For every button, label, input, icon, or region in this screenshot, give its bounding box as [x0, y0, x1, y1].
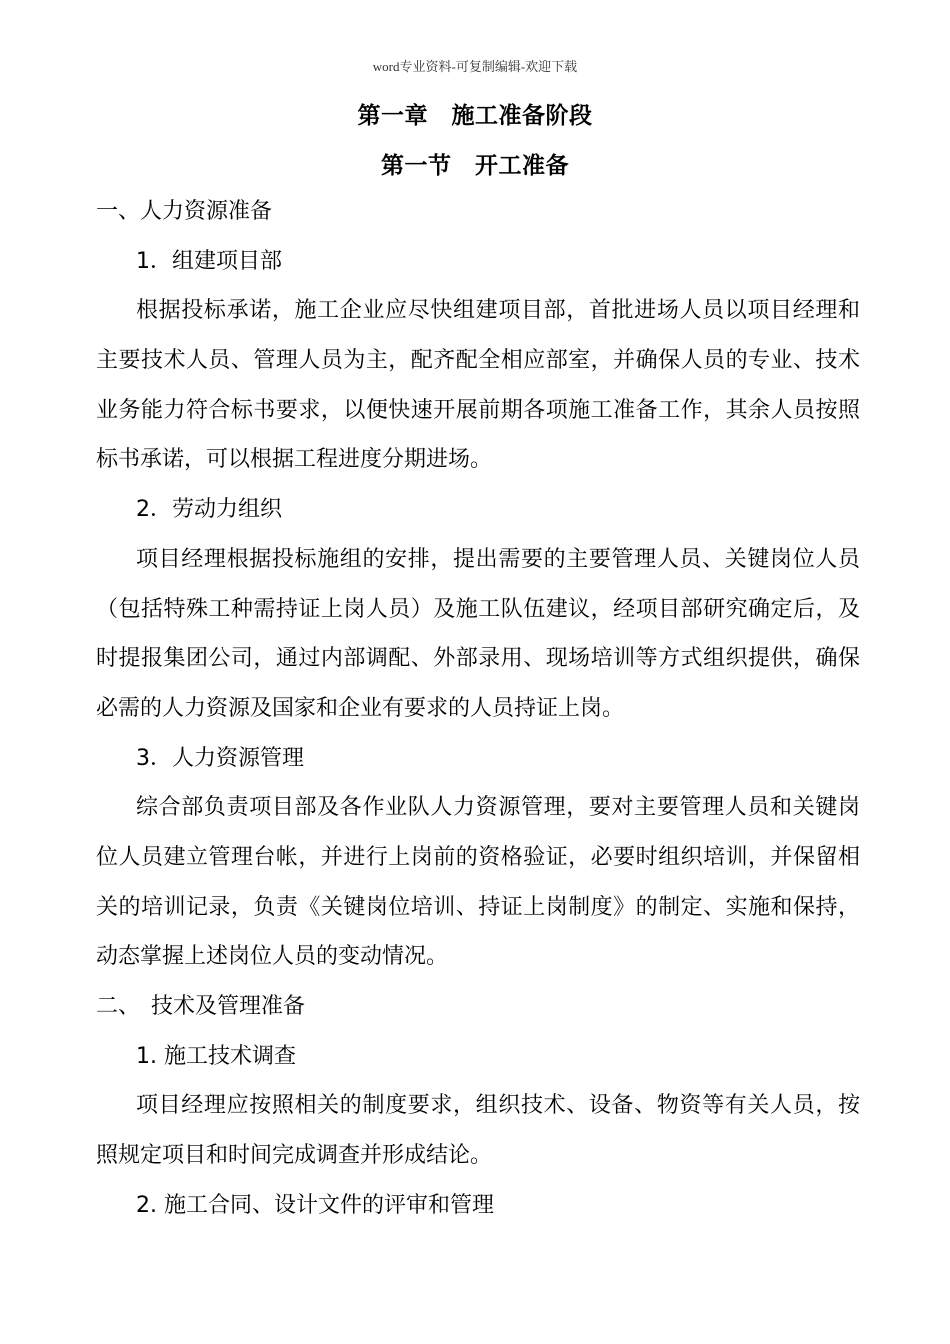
paragraph-1-line: 业务能力符合标书要求，以便快速开展前期各项施工准备工作，其余人员按照 [96, 397, 860, 423]
paragraph-2-line: 必需的人力资源及国家和企业有要求的人员持证上岗。 [96, 695, 625, 721]
paragraph-3-line: 关的培训记录，负责《关键岗位培训、持证上岗制度》的制定、实施和保持， [96, 894, 860, 920]
subheading-2-1: 1. 施工技术调查 [136, 1043, 296, 1069]
paragraph-1-line: 主要技术人员、管理人员为主，配齐配全相应部室，并确保人员的专业、技术 [96, 348, 860, 374]
subheading-2-2: 2. 施工合同、设计文件的评审和管理 [136, 1192, 494, 1218]
paragraph-3-line: 位人员建立管理台帐，并进行上岗前的资格验证，必要时组织培训，并保留相 [96, 844, 860, 870]
paragraph-3-line: 动态掌握上述岗位人员的变动情况。 [96, 944, 449, 970]
paragraph-4-line: 项目经理应按照相关的制度要求，组织技术、设备、物资等有关人员，按 [136, 1093, 860, 1119]
paragraph-3-line: 综合部负责项目部及各作业队人力资源管理，要对主要管理人员和关键岗 [136, 795, 860, 821]
paragraph-1-line: 标书承诺，可以根据工程进度分期进场。 [96, 447, 493, 473]
heading-2: 二、 技术及管理准备 [96, 994, 306, 1019]
heading-1: 一、人力资源准备 [96, 199, 273, 224]
subheading-1-2: 2．劳动力组织 [136, 497, 282, 523]
watermark-header: word专业资料-可复制编辑-欢迎下载 [372, 59, 578, 74]
section-title: 第一节 开工准备 [381, 153, 569, 179]
paragraph-4-line: 照规定项目和时间完成调查并形成结论。 [96, 1143, 493, 1169]
paragraph-2-line: 项目经理根据投标施组的安排，提出需要的主要管理人员、关键岗位人员 [136, 546, 860, 572]
document-body [96, 194, 860, 1237]
chapter-title: 第一章 施工准备阶段 [357, 103, 593, 129]
paragraph-1-line: 根据投标承诺，施工企业应尽快组建项目部，首批进场人员以项目经理和 [136, 298, 860, 324]
paragraph-2-line: （包括特殊工种需持证上岗人员）及施工队伍建议，经项目部研究确定后，及 [96, 596, 860, 622]
subheading-1-1: 1．组建项目部 [136, 248, 282, 274]
subheading-1-3: 3．人力资源管理 [136, 745, 304, 771]
paragraph-2-line: 时提报集团公司，通过内部调配、外部录用、现场培训等方式组织提供，确保 [96, 646, 860, 672]
